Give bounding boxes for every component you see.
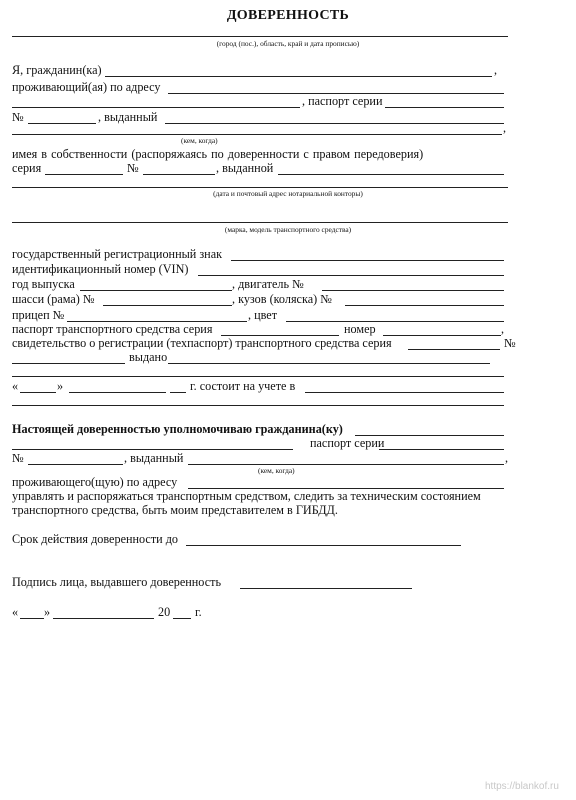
engine-label: , двигатель № [232, 277, 304, 291]
registration-cert-number-line[interactable] [12, 363, 125, 364]
grantor-issued-line-1[interactable] [165, 123, 504, 124]
footer-century: 20 [158, 605, 171, 619]
footer-quote-close: » [44, 605, 51, 619]
attorney-name-line-2[interactable] [12, 449, 293, 450]
grantor-comma: , [494, 63, 498, 77]
ownership-series-line[interactable] [45, 174, 123, 175]
registration-cert-label: свидетельство о регистрации (техпаспорт) транспортного средства серия [12, 336, 392, 350]
attorney-issued-line[interactable] [188, 464, 504, 465]
ownership-issued-line[interactable] [278, 174, 504, 175]
reg-plate-label: государственный регистрационный знак [12, 247, 223, 261]
grantor-issued-label: , выданный [98, 110, 158, 124]
vehicle-passport-number-label: номер [344, 322, 376, 336]
ownership-number-sign: № [127, 161, 139, 175]
validity-line[interactable] [186, 545, 461, 546]
attorney-issued-comma: , [505, 451, 509, 465]
ownership-number-line[interactable] [143, 174, 215, 175]
ownership-text: имея в собственности (распоряжаясь по доверенности с правом передоверия) [12, 147, 424, 161]
body-line[interactable] [345, 305, 504, 306]
year-line[interactable] [80, 290, 232, 291]
attorney-number-sign: № [12, 451, 24, 465]
footer-year-suffix: г. [195, 605, 202, 619]
color-line[interactable] [286, 321, 504, 322]
vehicle-model-line[interactable] [12, 222, 508, 223]
powers-line-1: управлять и распоряжаться транспортным средством, следить за техническим состоянием [12, 489, 481, 503]
vehicle-passport-number-line[interactable] [383, 335, 501, 336]
grantor-issued-line-2[interactable] [12, 134, 502, 135]
color-label: , цвет [248, 308, 278, 322]
signature-line[interactable] [240, 588, 412, 589]
grantor-number-sign: № [12, 110, 24, 124]
attorney-issued-label: , выданный [124, 451, 184, 465]
document-title: ДОВЕРЕННОСТЬ [226, 8, 350, 23]
date-quote-open: « [12, 379, 19, 393]
watermark: https://blankof.ru [485, 781, 559, 792]
notary-line[interactable] [12, 187, 508, 188]
reg-plate-line[interactable] [231, 260, 504, 261]
trailer-label: прицеп № [12, 308, 65, 322]
footer-day-line[interactable] [20, 618, 44, 619]
year-label: год выпуска [12, 277, 75, 291]
grantor-label: Я, гражданин(ка) [12, 63, 102, 77]
vin-line[interactable] [198, 275, 504, 276]
day-line[interactable] [20, 392, 56, 393]
powers-line-2: транспортного средства, быть моим представителем в ГИБДД. [12, 503, 338, 517]
footer-month-line[interactable] [53, 618, 154, 619]
grantor-address-label: проживающий(ая) по адресу [12, 80, 161, 94]
date-quote-close: » [57, 379, 64, 393]
city-date-caption: (город (пос.), область, край и дата прописью) [216, 39, 360, 48]
cert-issued-line-2[interactable] [12, 376, 504, 377]
chassis-label: шасси (рама) № [12, 292, 95, 306]
city-date-line[interactable] [12, 36, 508, 37]
cert-issued-line[interactable] [168, 363, 490, 364]
chassis-line[interactable] [103, 305, 232, 306]
validity-label: Срок действия доверенности до [12, 532, 179, 546]
vehicle-model-caption: (марка, модель транспортного средства) [224, 225, 352, 234]
registered-at-line-2[interactable] [12, 405, 504, 406]
grantor-address-line-2[interactable] [12, 107, 300, 108]
attorney-passport-series-line[interactable] [379, 449, 504, 450]
registration-cert-series-line[interactable] [408, 349, 500, 350]
engine-line[interactable] [322, 290, 504, 291]
footer-quote-open: « [12, 605, 19, 619]
footer-year-line[interactable] [173, 618, 191, 619]
ownership-issued-label: , выданной [216, 161, 274, 175]
vehicle-passport-comma: , [501, 322, 505, 336]
body-label: , кузов (коляска) № [232, 292, 332, 306]
authorization-heading: Настоящей доверенностью уполномочиваю гражданина(ку) [12, 422, 343, 436]
registered-at-line[interactable] [305, 392, 504, 393]
vin-label: идентификационный номер (VIN) [12, 262, 189, 276]
attorney-address-label: проживающего(щую) по адресу [12, 475, 178, 489]
registered-at-label: г. состоит на учете в [190, 379, 296, 393]
grantor-passport-series-label: , паспорт серии [302, 94, 383, 108]
vehicle-passport-series-label: паспорт транспортного средства серия [12, 322, 213, 336]
year-short-line[interactable] [170, 392, 186, 393]
attorney-passport-number-line[interactable] [28, 464, 123, 465]
attorney-issued-caption: (кем, когда) [258, 466, 295, 475]
notary-caption: (дата и почтовый адрес нотариальной конторы) [213, 189, 363, 198]
grantor-issued-caption: (кем, когда) [181, 136, 218, 145]
month-line[interactable] [69, 392, 166, 393]
attorney-passport-series-label: паспорт серии [310, 436, 385, 450]
grantor-issued-comma: , [503, 121, 507, 135]
registration-cert-number-sign: № [504, 336, 516, 350]
ownership-series-label: серия [12, 161, 42, 175]
grantor-passport-number-line[interactable] [28, 123, 96, 124]
cert-issued-label: выдано [129, 350, 168, 364]
grantor-name-line[interactable] [105, 76, 492, 77]
signature-label: Подпись лица, выдавшего доверенность [12, 575, 221, 589]
grantor-passport-series-line[interactable] [385, 107, 504, 108]
